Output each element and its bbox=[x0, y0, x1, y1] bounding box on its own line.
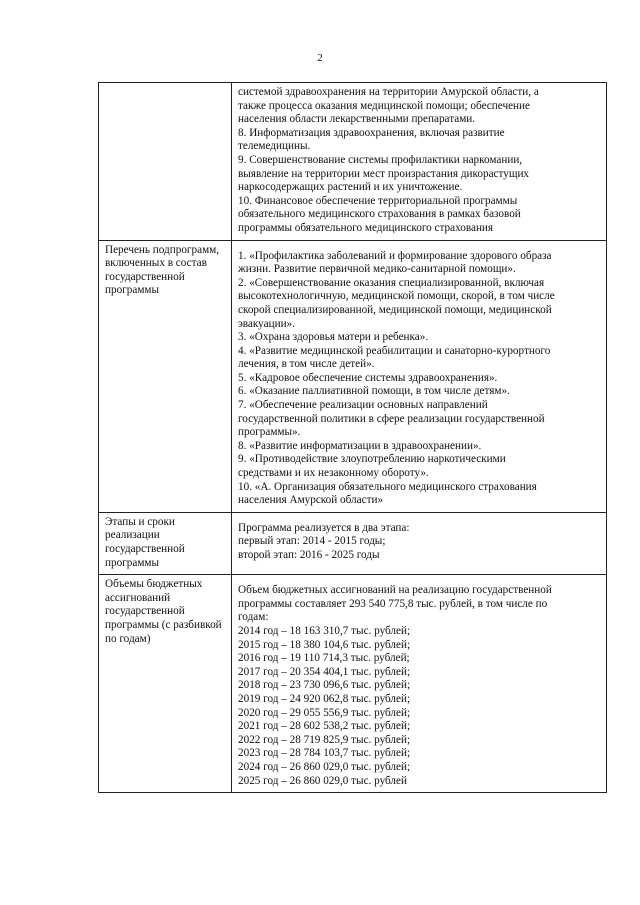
content-line: 2. «Совершенствование оказания специализированной, включая bbox=[238, 276, 545, 289]
content-line: населения Амурской области» bbox=[238, 494, 384, 507]
content-line: государственной политики в сфере реализации государственной bbox=[238, 412, 545, 425]
content-line: программы составляет 293 540 775,8 тыс. рублей, в том числе по bbox=[238, 597, 548, 610]
row-content-text bbox=[238, 578, 600, 788]
table-row-continuation bbox=[99, 83, 607, 241]
content-line: 2020 год – 29 055 556,9 тыс. рублей; bbox=[238, 706, 411, 719]
label-line: по годам) bbox=[105, 632, 151, 645]
content-line: обязательного медицинского страхования в рамках базовой bbox=[238, 208, 521, 221]
content-line: 2014 год – 18 163 310,7 тыс. рублей; bbox=[238, 624, 411, 637]
content-line: 6. «Оказание паллиативной помощи, в том числе детям». bbox=[238, 385, 510, 398]
label-line: включенных в состав bbox=[105, 257, 207, 270]
content-line: жизни. Развитие первичной медико-санитарной помощи». bbox=[238, 263, 516, 276]
content-line: 2021 год – 28 602 538,2 тыс. рублей; bbox=[238, 720, 411, 733]
content-line: 2017 год – 20 354 404,1 тыс. рублей; bbox=[238, 665, 411, 678]
content-line: телемедицины. bbox=[238, 140, 311, 153]
page-number: 2 bbox=[317, 52, 323, 64]
row-content-cell bbox=[232, 240, 607, 512]
content-line: скорой специализированной, медицинской помощи, медицинской bbox=[238, 303, 552, 316]
table-body bbox=[99, 83, 607, 793]
content-line: 1. «Профилактика заболеваний и формирование здорового образа bbox=[238, 249, 552, 262]
content-line: 2022 год – 28 719 825,9 тыс. рублей; bbox=[238, 733, 411, 746]
content-line: населения области лекарственными препаратами. bbox=[238, 113, 476, 126]
label-line: ассигнований bbox=[105, 591, 171, 604]
table-row-stages bbox=[99, 512, 607, 574]
content-line: наркосодержащих растений и их уничтожение. bbox=[238, 181, 463, 194]
content-line: 2016 год – 19 110 714,3 тыс. рублей; bbox=[238, 652, 410, 665]
label-line: Перечень подпрограмм, bbox=[105, 243, 220, 256]
row-label-cell bbox=[99, 575, 232, 793]
content-line: эвакуации». bbox=[238, 317, 295, 330]
content-line: лечения, в том числе детей». bbox=[238, 358, 375, 371]
label-line: программы (с разбивкой bbox=[105, 618, 222, 631]
content-line: 8. «Развитие информатизации в здравоохранении». bbox=[238, 439, 482, 452]
content-line: 2018 год – 23 730 096,6 тыс. рублей; bbox=[238, 679, 411, 692]
content-line: 2019 год – 24 920 062,8 тыс. рублей; bbox=[238, 692, 411, 705]
content-line: 3. «Охрана здоровья матери и ребенка». bbox=[238, 331, 429, 344]
label-line: программы bbox=[105, 284, 159, 297]
content-line: программы обязательного медицинского страхования bbox=[238, 221, 494, 234]
content-line: высокотехнологичную, медицинской помощи, скорой, в том числе bbox=[238, 290, 555, 303]
label-line: государственной bbox=[105, 543, 185, 555]
row-content-cell bbox=[232, 512, 607, 574]
content-line: 5. «Кадровое обеспечение системы здравоохранения». bbox=[238, 371, 498, 384]
content-line: средствами и их незаконному обороту». bbox=[238, 467, 429, 480]
content-line: 8. Информатизация здравоохранения, включая развитие bbox=[238, 126, 505, 139]
row-label-cell bbox=[99, 512, 232, 574]
content-line: Программа реализуется в два этапа: bbox=[238, 521, 410, 534]
table-row-budget bbox=[99, 575, 607, 793]
content-line: Объем бюджетных ассигнований на реализацию государственной bbox=[238, 584, 552, 597]
content-line: 2024 год – 26 860 029,0 тыс. рублей; bbox=[238, 760, 411, 773]
content-line: 2025 год – 26 860 029,0 тыс. рублей bbox=[238, 774, 407, 787]
content-line: 7. «Обеспечение реализации основных направлений bbox=[238, 399, 488, 412]
content-line: 9. Совершенствование системы профилактики наркомании, bbox=[238, 153, 523, 166]
content-line: первый этап: 2014 - 2015 годы; bbox=[238, 535, 386, 548]
label-line: реализации bbox=[105, 529, 160, 542]
row-content-cell bbox=[232, 575, 607, 793]
content-line: 2015 год – 18 380 104,6 тыс. рублей; bbox=[238, 638, 411, 651]
row-content-cell bbox=[232, 83, 607, 241]
label-line: государственной bbox=[105, 270, 185, 283]
row-content-text bbox=[238, 244, 600, 508]
content-line: 2023 год – 28 784 103,7 тыс. рублей; bbox=[238, 747, 411, 760]
content-line: системой здравоохранения на территории Амурской области, а bbox=[238, 86, 539, 98]
content-line: 4. «Развитие медицинской реабилитации и санаторно-курортного bbox=[238, 344, 551, 357]
content-line: также процесса оказания медицинской помощи; обеспечение bbox=[238, 99, 530, 112]
content-line: программы». bbox=[238, 426, 301, 439]
label-line: Этапы и сроки bbox=[105, 515, 175, 528]
row-label-cell bbox=[99, 83, 232, 241]
program-passport-table bbox=[98, 82, 607, 793]
table-row-subprograms bbox=[99, 240, 607, 512]
content-line: годам: bbox=[238, 611, 269, 624]
label-line: государственной bbox=[105, 605, 185, 618]
content-line: 9. «Противодействие злоупотреблению наркотическими bbox=[238, 453, 506, 466]
content-line: выявление на территории мест произрастания дикорастущих bbox=[238, 167, 530, 180]
row-content-text bbox=[238, 86, 600, 236]
row-content-text bbox=[238, 516, 600, 563]
label-line: программы bbox=[105, 556, 159, 569]
content-line: 10. Финансовое обеспечение территориальной программы bbox=[238, 194, 518, 207]
content-line: второй этап: 2016 - 2025 годы bbox=[238, 549, 380, 561]
row-label-cell bbox=[99, 240, 232, 512]
label-line: Объемы бюджетных bbox=[105, 578, 203, 591]
content-line: 10. «А. Организация обязательного медицинского страхования bbox=[238, 480, 537, 493]
